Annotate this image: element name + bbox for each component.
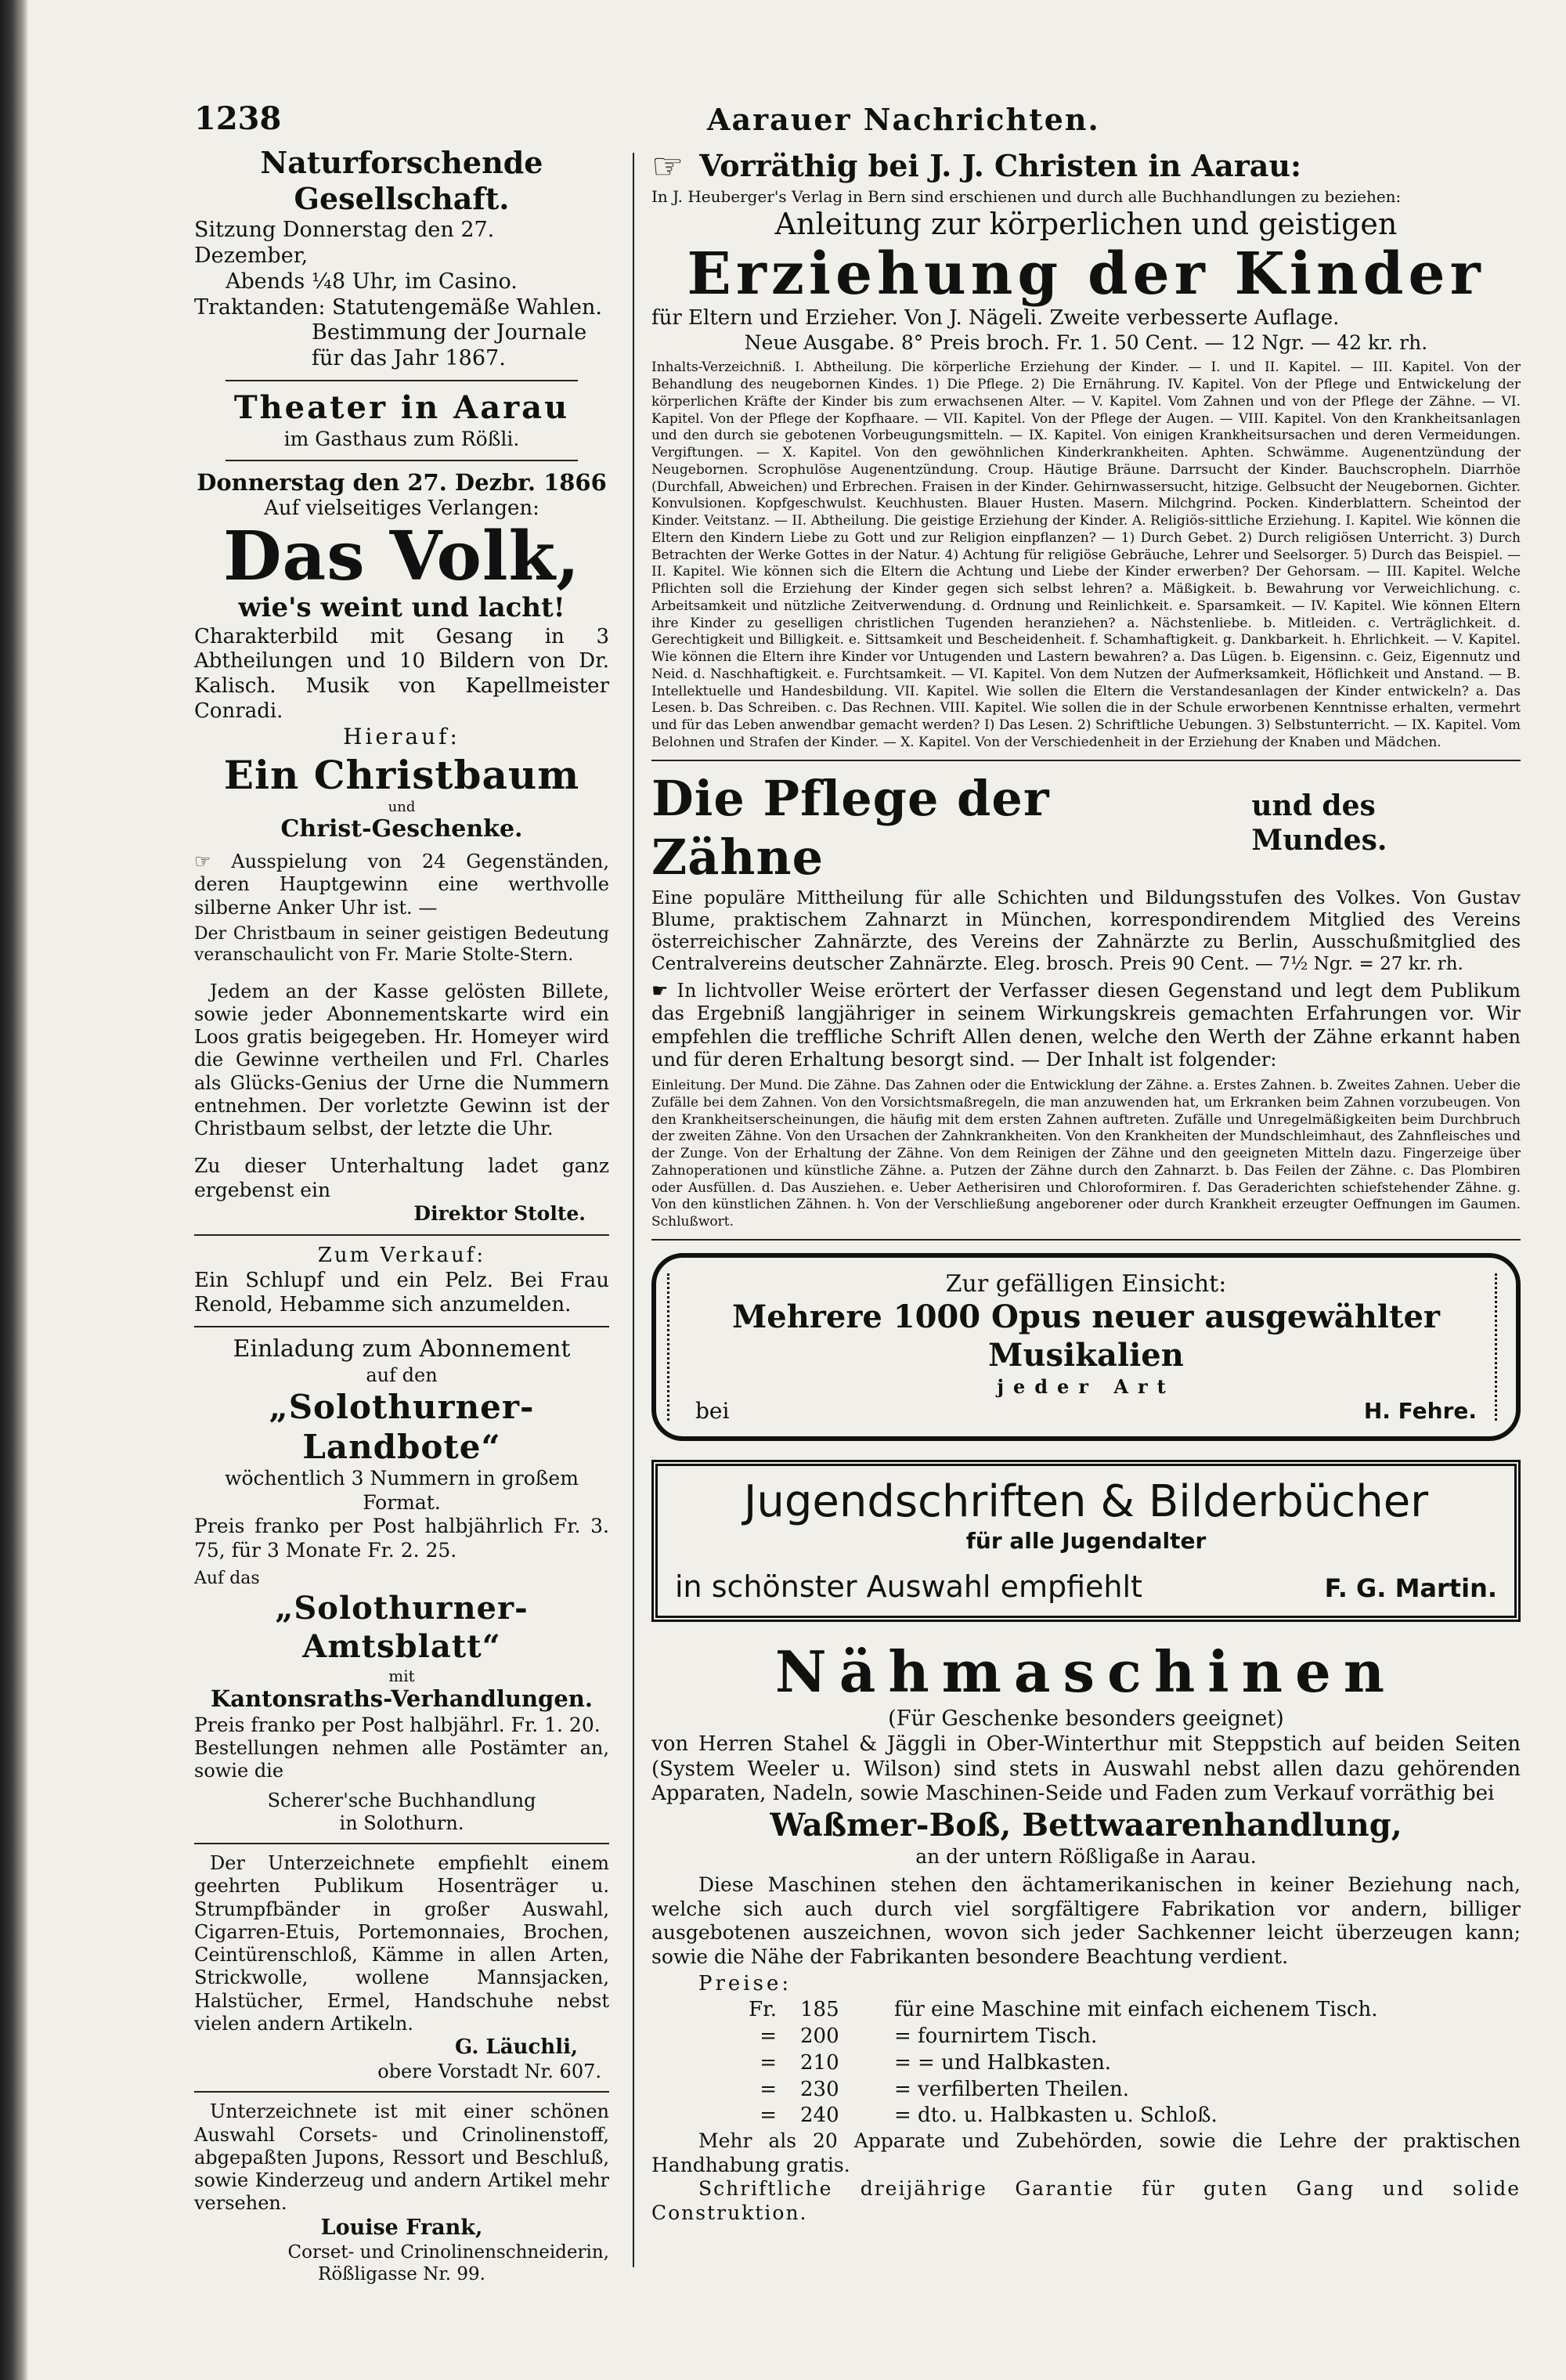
ad-date: Donnerstag den 27. Dezbr. 1866 — [197, 468, 607, 496]
ad-title: Vorräthig bei J. J. Christen in Aarau: — [699, 147, 1302, 183]
ad-line: mit — [388, 1666, 415, 1685]
ad-body: Charakterbild mit Gesang in 3 Abtheilungen und 10 Bildern von Dr. Kalisch. Musik von Kapellmeister Conradi. — [194, 624, 609, 723]
price-row — [651, 1997, 1521, 2024]
price-row — [651, 2024, 1521, 2050]
ad-for-sale — [194, 1244, 609, 1318]
ad-line: auf den — [366, 1363, 438, 1386]
ad-body: Bestellungen nehmen alle Postämter an, sowie die — [194, 1737, 609, 1782]
ad-signature: G. Läuchli, — [455, 2035, 578, 2060]
ad-heading: Christ-Geschenke. — [280, 815, 523, 843]
ad-line: Bestimmung der Journale — [312, 320, 587, 345]
price-desc: = = und Halbkasten. — [894, 2050, 1112, 2075]
page-header — [194, 100, 1525, 147]
price-amount: 240 — [800, 2104, 839, 2128]
ad-heading: „Solothurner-Landbote“ — [269, 1387, 535, 1467]
ad-signature: Direktor Stolte. — [413, 1202, 586, 1226]
price-row — [651, 2050, 1521, 2077]
ad-frank — [194, 2100, 609, 2284]
table-of-contents: Inhalts-Verzeichniß. I. Abtheilung. Die körperliche Erziehung der Kinder. — I. und II. Kapitel. — III. Kapitel. Von der Behandlung des neugebornen Kindes. 1) Die Pflege. 2) Die Ernährung. IV. Kapitel. Von der Pflege und Entwickelung der körperlichen Kräfte der Kinder bis zum erwachsenen Alter. — V. Kapitel. Vom Zahnen und von der Pflege der Zähne. — VI. Kapitel. Von der Pflege der Kopfhaare. — VII. Kapitel. Von der Pflege der Augen. — VIII. Kapitel. Von den Krankheitsanlagen und den durch sie gebotenen Vorbeugungsmitteln. — IX. Kapitel. Von einigen Krankheitsursachen und deren Vermeidungen. Vergiftungen. — X. Kapitel. Von den gewöhnlichen Kinderkrankheiten. Aphten. Schwämme. Augenentzündung der Neugebornen. Scrophulöse Augenentzündung. Croup. Häutige Bräune. Darrsucht der Kinder. Bauchscropheln. Diarrhöe (Durchfall, Abweichen) und Erbrechen. Fraisen in der Kinder. Gehirnwassersucht, hitzige. Gelbsucht der Neugebornen. Gichter. Konvulsionen. Kopfgeschwulst. Keuchhusten. Blauer Husten. Masern. Milchgrind. Pocken. Kinderblattern. Scheintod der Kinder. Veitstanz. — II. Abtheilung. Die geistige Erziehung der Kinder. A. Religiös-sittliche Erziehung. I. Kapitel. Wie können die Eltern den Kindern Liebe zu Gott und zur Religion einpflanzen? — 1) Durch Gebet. 2) Durch religiösen Unterricht. 3) Durch Betrachten der Werke Gottes in der Natur. 4) Achtung für religiöse Gebräuche, Lehrer und Seelsorger. 5) Durch das Beispiel. — II. Kapitel. Wie können sich die Eltern die Achtung und Liebe der Kinder erwerben? Der Gehorsam. — III. Kapitel. Welche Pflichten soll die Erziehung der Kinder gegen sich selbst lehren? a. Mäßigkeit. b. Bewahrung vor Verweichlichung. c. Arbeitsamkeit und nützliche Zeitverwendung. d. Ordnung und Reinlichkeit. e. Sparsamkeit. — IV. Kapitel. Wie können Eltern ihre Kinder zu geselligen christlichen Tugenden heranziehen? a. Nächstenliebe. b. Mitleiden. c. Verträglichkeit. d. Gerechtigkeit und Billigkeit. e. Sittsamkeit und Bescheidenheit. f. Schamhaftigkeit. g. Dankbarkeit. h. Ehrlichkeit. — V. Kapitel. Wie können die Eltern ihre Kinder vor Untugenden und Lastern bewahren? a. Das Lügen. b. Eigensinn. c. Geiz, Eigennutz und Neid. d. Naschhaftigkeit. e. Furchtsamkeit. — VI. Kapitel. Von dem Nutzen der Aufmerksamkeit, Höflichkeit und Anstand. — B. Intellektuelle und Handesbildung. VII. Kapitel. Wie sollen die Eltern die Verstandesanlagen der Kinder entwickeln? a. Das Lesen. b. Das Schreiben. c. Das Rechnen. VIII. Kapitel. Wie sollen die in der Schule erworbenen Kenntnisse erhalten, vermehrt und für das Leben anwendbar gemacht werden? I) Das Lesen. 2) Schriftliche Uebungen. 3) Selbstunterricht. — IX. Kapitel. Vom Belohnen und Strafen der Kinder. — X. Kapitel. Von der Verschiedenheit in der Erziehung der Knaben und Mädchen. — [651, 359, 1521, 750]
left-column — [194, 145, 609, 2285]
ad-body: Ein Schlupf und ein Pelz. Bei Frau Renold, Hebamme sich anzumelden. — [194, 1268, 609, 1317]
ad-line: Sitzung Donnerstag den 27. Dezember, — [194, 217, 495, 268]
ad-line: Auf das — [194, 1569, 260, 1589]
divider — [226, 460, 578, 461]
ad-heading: Kantonsraths-Verhandlungen. — [211, 1685, 593, 1713]
ad-subscription — [194, 1335, 609, 1835]
price-desc: für eine Maschine mit einfach eichenem Tisch. — [894, 1998, 1378, 2022]
ad-body: Preis franko per Post halbjährlich Fr. 3. 75, für 3 Monate Fr. 2. 25. — [194, 1515, 609, 1562]
ad-heading: „Solothurner-Amtsblatt“ — [275, 1590, 529, 1665]
ad-music-frame — [651, 1253, 1521, 1441]
column-divider — [633, 153, 634, 2267]
ad-line: an der untern Rößligaße in Aarau. — [915, 1844, 1257, 1868]
divider — [194, 1326, 609, 1327]
price-label: Preise: — [698, 1972, 792, 1996]
ad-line: jeder Art — [997, 1375, 1175, 1399]
ad-line: bei — [695, 1398, 730, 1425]
ad-body: Der Unterzeichnete empfiehlt einem geehrten Publikum Hosenträger u. Strumpfbänder in großer Auswahl, Cigarren-Etuis, Portemonnaies, Brochen, Ceintürenschloß, Kämme in allen Arten, Strickwolle, wollene Mannsjacken, Halstücher, Ermel, Handschuhe nebst vielen andern Artikeln. — [194, 1852, 609, 2035]
price-amount: 200 — [800, 2024, 839, 2048]
ad-line: Hierauf: — [343, 724, 460, 750]
ad-line: Neue Ausgabe. 8° Preis broch. Fr. 1. 50 Cent. — 12 Ngr. — 42 kr. rh. — [744, 330, 1428, 354]
price-prefix: = — [760, 2104, 777, 2128]
ad-line: für alle Jugendalter — [965, 1527, 1207, 1554]
ad-body: ☞ Ausspielung von 24 Gegenständen, deren Hauptgewinn eine werthvolle silberne Anker Uhr ist. — — [194, 851, 609, 919]
ad-subtitle: im Gasthaus zum Rößli. — [283, 428, 520, 451]
divider — [651, 1239, 1521, 1241]
ad-body: von Herren Stahel & Jäggli in Ober-Winterthur mit Steppstich auf beiden Seiten (System Weeler u. Wilson) sind stets in Auswahl nebst allen dazu gehörenden Apparaten, Nadeln, sowie Maschinen-Seide und Faden zum Verkauf vorräthig bei — [651, 1732, 1521, 1806]
ad-heading: Ein Christbaum — [223, 751, 580, 798]
ad-line: und — [388, 798, 416, 815]
ad-dental-care — [651, 769, 1521, 1231]
ad-signature: F. G. Martin. — [1324, 1573, 1497, 1603]
ad-signature: H. Fehre. — [1363, 1398, 1477, 1425]
price-amount: 185 — [800, 1998, 839, 2022]
running-title: Aarauer Nachrichten. — [707, 102, 1100, 137]
price-prefix: = — [760, 2024, 777, 2048]
ad-line: in schönster Auswahl empfiehlt — [675, 1569, 1142, 1604]
divider — [226, 380, 578, 381]
ad-shop-name: Waßmer-Boß, Bettwaarenhandlung, — [770, 1807, 1402, 1844]
play-title: Das Volk, — [222, 516, 581, 596]
ad-body: Jedem an der Kasse gelösten Billete, sowie jeder Abonnementskarte wird ein Loos gratis beigegeben. Hr. Homeyer wird die Gewinne vertheilen und Frl. Charles als Glücks-Genius der Urne die Nummern entnehmen. Der vorletzte Gewinn ist der Christbaum selbst, der letzte die Uhr. — [194, 980, 609, 1140]
ad-line: obere Vorstadt Nr. 607. — [377, 2060, 601, 2082]
price-prefix: Fr. — [749, 1998, 777, 2022]
ad-heading: Jugendschriften & Bilderbücher — [743, 1476, 1429, 1528]
ad-heading: Anleitung zur körperlichen und geistigen — [774, 207, 1398, 242]
ad-line: Abends ¼8 Uhr, im Casino. — [226, 269, 518, 294]
ad-heading: Nähmaschinen — [774, 1638, 1398, 1706]
price-row — [651, 2103, 1521, 2129]
price-desc: = fournirtem Tisch. — [894, 2024, 1098, 2048]
pointing-hand-icon: ☞ — [651, 145, 684, 187]
divider — [194, 1234, 609, 1236]
ad-line: In J. Heuberger's Verlag in Bern sind erschienen und durch alle Buchhandlungen zu beziehen: — [651, 187, 1402, 206]
ad-christen-education — [651, 145, 1521, 752]
ad-youth-books — [651, 1460, 1521, 1622]
price-prefix: = — [760, 2050, 777, 2075]
divider — [194, 1843, 609, 1844]
page-binding-edge — [0, 0, 28, 2380]
ad-body: Preis franko per Post halbjährl. Fr. 1. 20. — [194, 1713, 601, 1736]
ad-line: für Eltern und Erzieher. Von J. Nägeli. Zweite verbesserte Auflage. — [651, 306, 1340, 330]
ad-line: für das Jahr 1867. — [312, 346, 506, 371]
ad-natural-society — [194, 145, 609, 372]
price-amount: 210 — [800, 2050, 839, 2075]
divider — [194, 2091, 609, 2093]
ad-body: Zu dieser Unterhaltung ladet ganz ergebenst ein — [194, 1154, 609, 1201]
ad-body: Eine populäre Mittheilung für alle Schichten und Bildungsstufen des Volkes. Von Gustav Blume, praktischem Zahnarzt in München, korrespondirendem Mitglied des Vereins österreichischer Zahnärzte, des Vereins der Zahnärzte zu Berlin, Ausschußmitglied des Centralvereins deutscher Zahnärzte. Eleg. brosch. Preis 90 Cent. — 7½ Ngr. = 27 kr. rh. — [651, 887, 1521, 974]
price-row — [651, 2077, 1521, 2104]
ad-line: Scherer'sche Buchhandlung — [267, 1789, 536, 1811]
ad-title: Einladung zum Abonnement — [233, 1335, 571, 1363]
ad-signature: Louise Frank, — [320, 2215, 483, 2240]
price-prefix: = — [760, 2077, 777, 2101]
ad-body: Unterzeichnete ist mit einer schönen Auswahl Corsets- und Crinolinenstoff, abgepaßten Jupons, Ressort und Beschluß, sowie Kinderzeug und andern Artikel mehr versehen. — [194, 2100, 609, 2215]
ad-title: Zum Verkauf: — [317, 1243, 486, 1267]
price-desc: = verfilberten Theilen. — [894, 2077, 1130, 2101]
page-number: 1238 — [194, 100, 282, 137]
ad-line: Corset- und Crinolinenschneiderin, — [287, 2241, 609, 2263]
ad-title: Naturforschende Gesellschaft. — [260, 145, 543, 217]
ad-line: Traktanden: Statutengemäße Wahlen. — [194, 294, 602, 320]
ad-line: wöchentlich 3 Nummern in großem Format. — [225, 1467, 579, 1514]
ad-heading: Mehrere 1000 Opus neuer ausgewählter Musikalien — [731, 1298, 1440, 1374]
divider — [651, 760, 1521, 761]
book-title: Erziehung der Kinder — [687, 240, 1485, 308]
price-list — [651, 1972, 1521, 2129]
right-column — [651, 145, 1521, 2225]
ad-line: Auf vielseitiges Verlangen: — [264, 497, 539, 521]
ad-sewing-machines — [651, 1638, 1521, 2225]
ad-body: Mehr als 20 Apparate und Zubehörden, sowie die Lehre der praktischen Handhabung gratis. — [651, 2129, 1521, 2176]
ad-body: Diese Maschinen stehen den ächtamerikanischen in keiner Beziehung nach, welche sich auch durch viel sorgfältigere Fabrikation vor andern, billiger ausgebotenen auszeichnen, wovon sich jeder Sachkenner leicht überzeugen kann; sowie die Nähe der Fabrikanten besondere Beachtung verdient. — [651, 1873, 1521, 1968]
ad-line: Zur gefälligen Einsicht: — [945, 1269, 1227, 1298]
ad-laeuchli — [194, 1852, 609, 2083]
book-subtitle: und des Mundes. — [1251, 789, 1387, 857]
ad-line: in Solothurn. — [339, 1811, 464, 1834]
ad-line: Rößligasse Nr. 99. — [318, 2263, 485, 2284]
book-title: Die Pflege der Zähne — [651, 769, 1050, 887]
table-of-contents: Einleitung. Der Mund. Die Zähne. Das Zahnen oder die Entwicklung der Zähne. a. Erstes Zahnen. b. Zweites Zahnen. Ueber die Zufälle bei dem Zahnen. Von den Vorsichtsmaßregeln, die man anzuwenden hat, um Erkranken beim Zahnen vorzubeugen. Von den Krankheitserscheinungen, die häufig mit dem ersten Zahnen auftreten. Zufälle und Unregelmäßigkeiten beim Durchbruch der zweiten Zähne. Von den Ursachen der Zahnkrankheiten. Von den Krankheiten der Mundschleimhaut, des Zahnfleisches und der Zunge. Von der Erhaltung der Zähne. Von dem Reinigen der Zähne und den geeigneten Mitteln dazu. Fingerzeige über Zahnoperationen und künstliche Zähne. a. Putzen der Zähne durch den Zahnarzt. b. Das Feilen der Zähne. c. Das Plombiren oder Ausfüllen. d. Das Ausziehen. e. Ueber Aetherisiren und Chloroformiren. f. Das Geraderichten schiefstehender Zähne. g. Von den künstlichen Zähnen. h. Von der Verschließung angeborener oder durch Krankheit erzeugter Oeffnungen im Gaumen. Schlußwort. — [651, 1078, 1521, 1230]
price-amount: 230 — [800, 2077, 839, 2101]
ad-body: Der Christbaum in seiner geistigen Bedeutung veranschaulicht von Fr. Marie Stolte-Stern. — [194, 923, 609, 965]
play-subtitle: wie's weint und lacht! — [238, 592, 565, 624]
ad-line: (Für Geschenke besonders geeignet) — [888, 1706, 1284, 1732]
ad-body: Schriftliche dreijährige Garantie für guten Gang und solide Construktion. — [651, 2177, 1521, 2224]
price-desc: = dto. u. Halbkasten u. Schloß. — [894, 2104, 1218, 2128]
ad-body: ☛ In lichtvoller Weise erörtert der Verfasser diesen Gegenstand und legt dem Publikum das Ergebniß langjähriger in seinem Wirkungskreis gemachten Erfahrungen vor. Wir empfehlen die treffliche Schrift Allen denen, welche den Werth der Zähne erkannt haben und für deren Erhaltung besorgt sind. — Der Inhalt ist folgender: — [651, 980, 1521, 1071]
ad-title: Theater in Aarau — [233, 389, 570, 427]
ad-theater — [194, 389, 609, 1226]
